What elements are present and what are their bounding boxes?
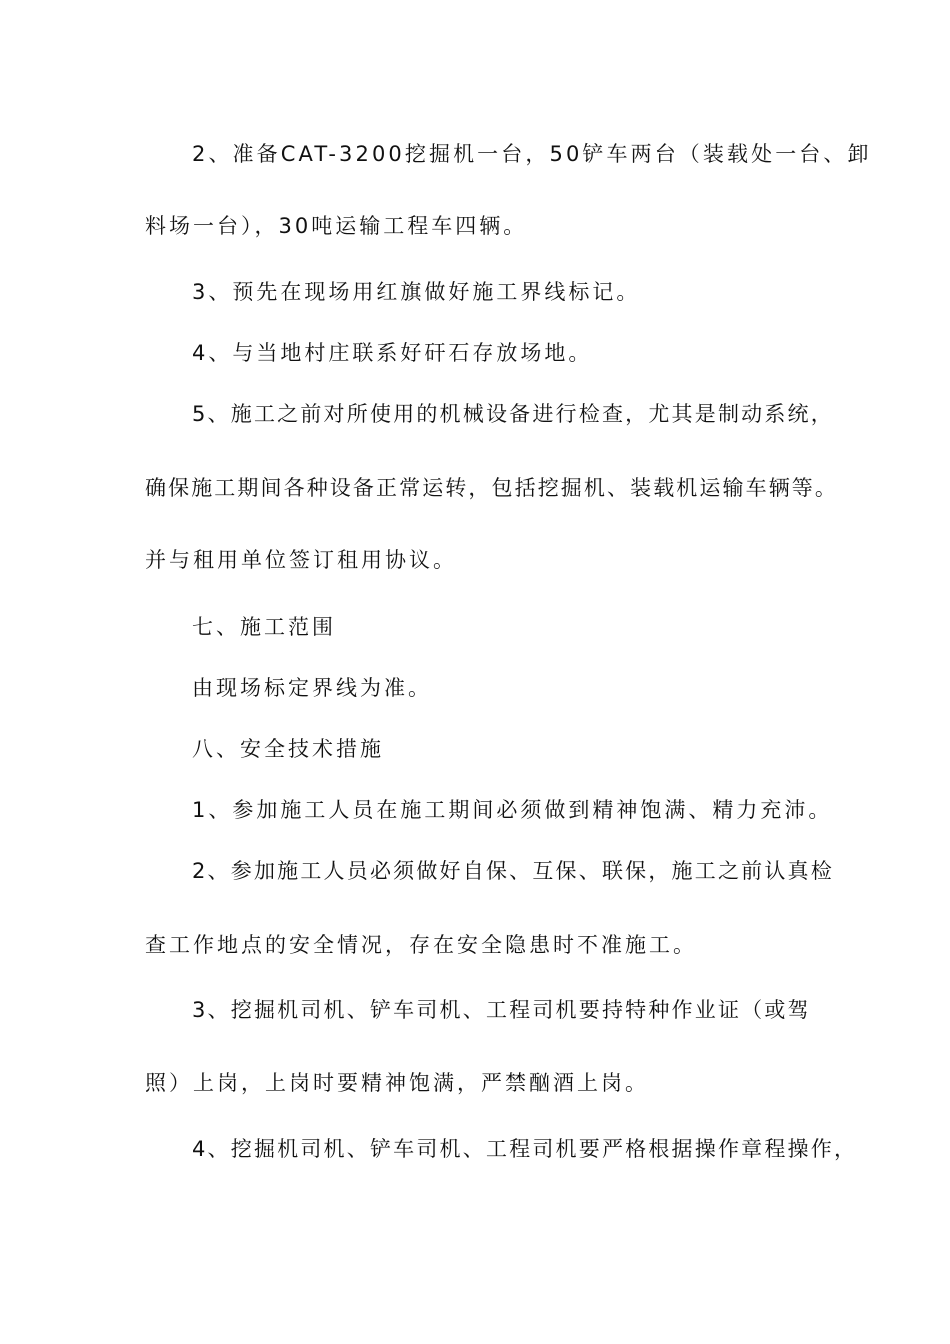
section-heading: 七、施工范围 (192, 615, 336, 639)
text-line: 3、预先在现场用红旗做好施工界线标记。 (192, 280, 641, 304)
text-line: 4、与当地村庄联系好矸石存放场地。 (192, 341, 593, 365)
text-line: 照）上岗，上岗时要精神饱满，严禁酗酒上岗。 (145, 1071, 649, 1095)
section-heading: 八、安全技术措施 (192, 737, 384, 761)
text-line: 料场一台），30吨运输工程车四辆。 (145, 214, 528, 238)
text-line: 2、准备CAT-3200挖掘机一台，50铲车两台（装载处一台、卸 (192, 142, 872, 166)
text-line: 5、施工之前对所使用的机械设备进行检查，尤其是制动系统， (192, 402, 834, 426)
text-line: 1、参加施工人员在施工期间必须做到精神饱满、精力充沛。 (192, 798, 833, 822)
text-line: 确保施工期间各种设备正常运转，包括挖掘机、装载机运输车辆等。 (145, 476, 838, 500)
text-line: 由现场标定界线为准。 (192, 676, 432, 700)
text-line: 4、挖掘机司机、铲车司机、工程司机要严格根据操作章程操作， (192, 1137, 858, 1161)
text-line: 3、挖掘机司机、铲车司机、工程司机要持特种作业证（或驾 (192, 998, 811, 1022)
text-line: 2、参加施工人员必须做好自保、互保、联保，施工之前认真检 (192, 859, 834, 883)
text-line: 并与租用单位签订租用协议。 (145, 548, 457, 572)
text-line: 查工作地点的安全情况，存在安全隐患时不准施工。 (145, 933, 697, 957)
